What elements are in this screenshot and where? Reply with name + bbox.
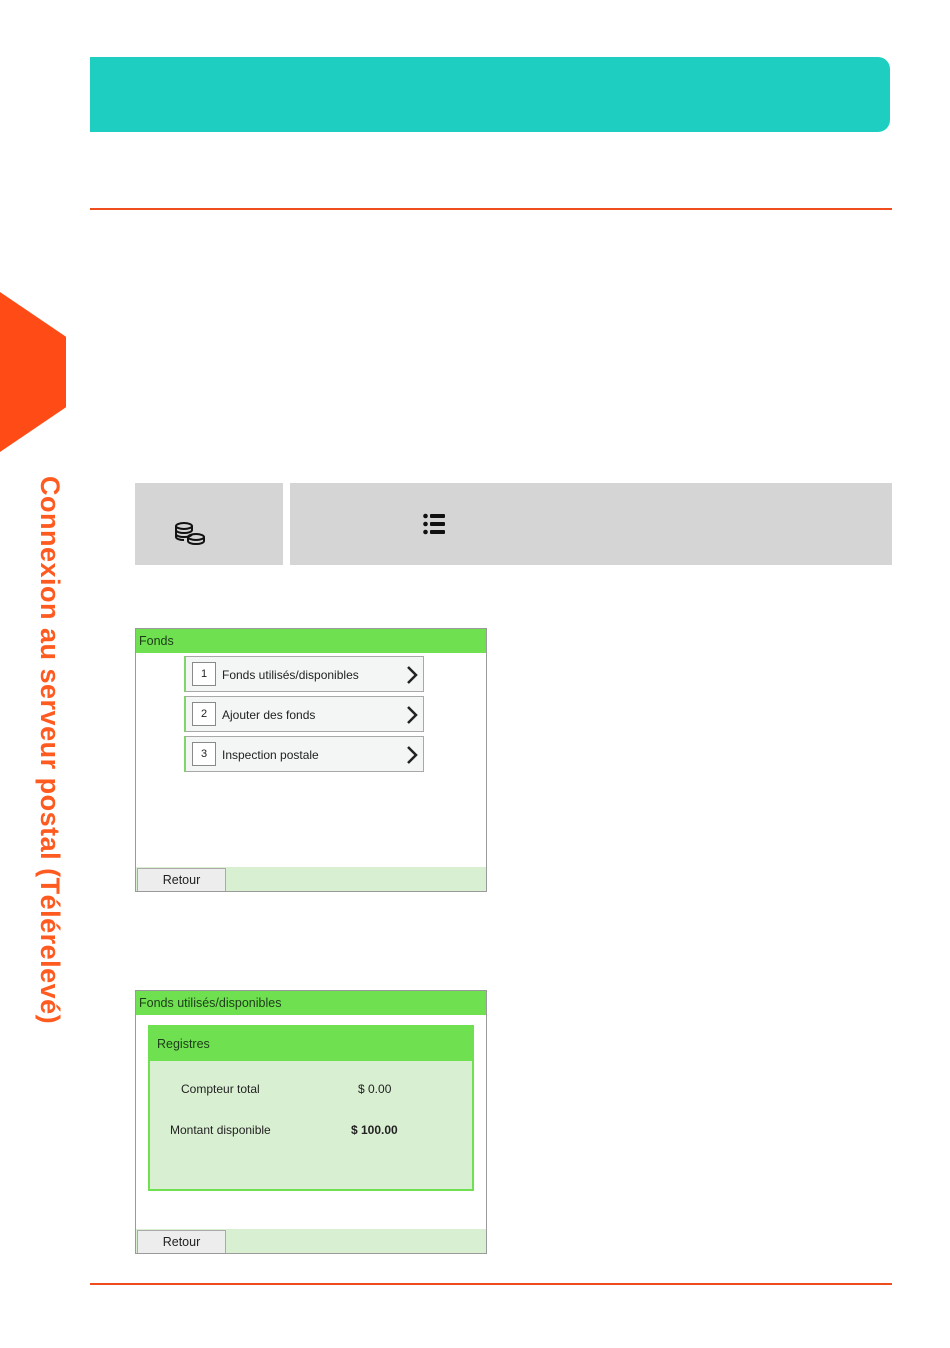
available-amount-label: Montant disponible [170,1123,271,1137]
menu-item-number: 2 [192,702,216,726]
chevron-right-icon [406,705,418,725]
total-counter-value: $ 0.00 [358,1082,392,1096]
bottom-divider [90,1283,892,1285]
menu-item-label: Ajouter des fonds [222,708,316,722]
path-navigation-cell [290,483,892,565]
chevron-right-icon [406,745,418,765]
available-amount-value: $ 100.00 [351,1123,398,1137]
menu-item-add-funds[interactable] [184,696,424,732]
chevron-right-icon [406,665,418,685]
menu-item-number: 1 [192,662,216,686]
menu-item-number: 3 [192,742,216,766]
screen-title: Fonds utilisés/disponibles [136,991,486,1015]
menu-item-label: Fonds utilisés/disponibles [222,668,359,682]
header-banner [90,57,890,132]
back-button[interactable]: Retour [137,1230,226,1253]
menu-item-postal-inspection[interactable] [184,736,424,772]
used-available-screen [135,990,487,1254]
funds-menu-screen [135,628,487,892]
side-chapter-tab [0,292,66,452]
menu-item-label: Inspection postale [222,748,319,762]
menu-item-used-available[interactable] [184,656,424,692]
side-chapter-title: Connexion au serveur postal (Télérelevé) [35,476,65,1025]
path-icon-cell [135,483,283,565]
back-button[interactable]: Retour [137,868,226,891]
registers-panel [148,1025,474,1191]
screen-title: Fonds [136,629,486,653]
registers-title: Registres [150,1027,472,1061]
list-menu-icon [423,513,445,535]
top-divider [90,208,892,210]
total-counter-label: Compteur total [181,1082,260,1096]
coins-icon [173,521,207,547]
